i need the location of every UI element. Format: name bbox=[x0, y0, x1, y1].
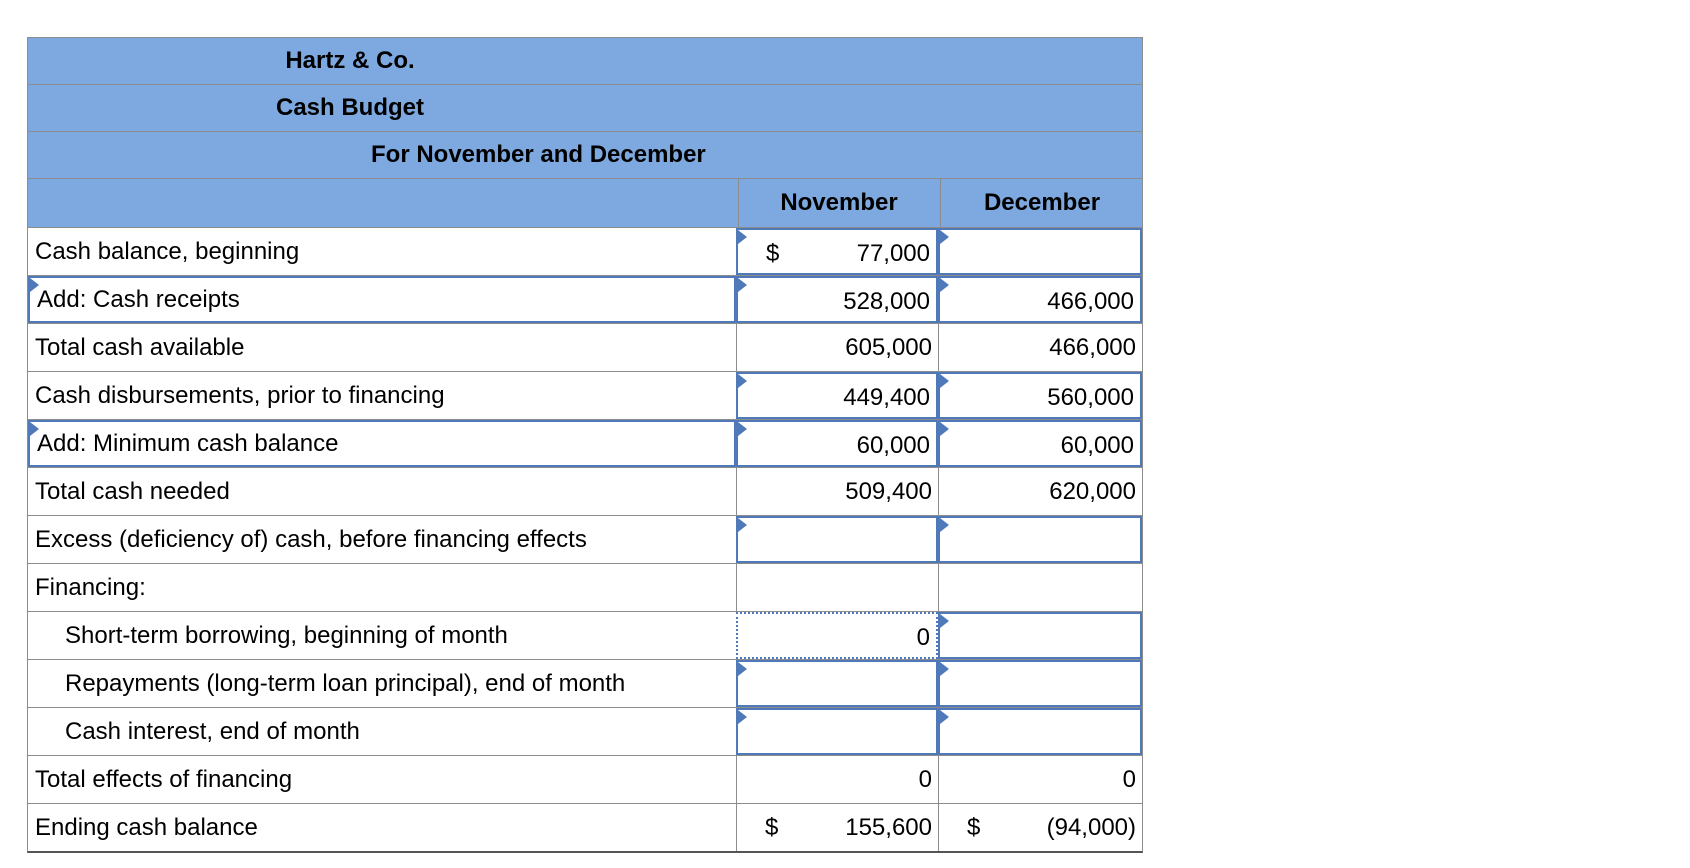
december-input[interactable] bbox=[938, 612, 1142, 659]
row-label: Total cash needed bbox=[35, 477, 230, 505]
currency-symbol: $ bbox=[765, 813, 779, 841]
company-name bbox=[27, 37, 1143, 84]
row-label: Add: Cash receipts bbox=[37, 285, 240, 313]
november-value: 155,600 bbox=[845, 813, 932, 841]
company-name-text: Hartz & Co. bbox=[285, 47, 415, 74]
december-value: 0 bbox=[1122, 765, 1136, 793]
december-cell bbox=[938, 564, 1142, 611]
november-value: 509,400 bbox=[845, 477, 932, 505]
input-marker-icon bbox=[940, 230, 949, 244]
row-repayments bbox=[27, 659, 1143, 707]
report-period-text: For November and December bbox=[371, 141, 706, 168]
input-marker-icon bbox=[738, 422, 747, 436]
december-value: 60,000 bbox=[1060, 431, 1134, 459]
currency-symbol: $ bbox=[967, 813, 981, 841]
november-input[interactable] bbox=[736, 420, 938, 467]
november-input[interactable] bbox=[736, 660, 938, 707]
december-input[interactable] bbox=[938, 372, 1142, 419]
row-total-cash-available bbox=[27, 323, 1143, 371]
row-label: Cash disbursements, prior to financing bbox=[35, 381, 445, 409]
row-label-select[interactable] bbox=[28, 276, 736, 323]
december-value: 620,000 bbox=[1049, 477, 1136, 505]
row-total-effects-financing bbox=[27, 755, 1143, 803]
november-value: 0 bbox=[918, 765, 932, 793]
november-cell bbox=[736, 324, 938, 371]
input-marker-icon bbox=[738, 230, 747, 244]
input-marker-icon bbox=[940, 662, 949, 676]
november-input[interactable] bbox=[736, 372, 938, 419]
row-ending-cash-balance bbox=[27, 803, 1143, 853]
november-input[interactable] bbox=[736, 228, 938, 275]
report-title-text: Cash Budget bbox=[275, 94, 424, 121]
november-value: 77,000 bbox=[856, 239, 930, 267]
row-label: Cash interest, end of month bbox=[65, 717, 360, 745]
row-minimum-cash-balance bbox=[27, 419, 1143, 467]
november-value: 605,000 bbox=[845, 333, 932, 361]
december-value: (94,000) bbox=[1046, 813, 1136, 841]
row-cash-disbursements bbox=[27, 371, 1143, 419]
november-input[interactable] bbox=[736, 708, 938, 755]
row-label: Cash balance, beginning bbox=[35, 237, 300, 265]
input-marker-icon bbox=[940, 422, 949, 436]
input-marker-icon bbox=[738, 710, 747, 724]
december-value: 466,000 bbox=[1047, 287, 1134, 315]
report-title bbox=[27, 84, 1143, 131]
december-input[interactable] bbox=[938, 228, 1142, 275]
row-label: Short-term borrowing, beginning of month bbox=[65, 621, 508, 649]
row-cash-receipts bbox=[27, 275, 1143, 323]
input-marker-icon bbox=[738, 662, 747, 676]
row-excess-deficiency bbox=[27, 515, 1143, 563]
november-value: 528,000 bbox=[843, 287, 930, 315]
row-total-cash-needed bbox=[27, 467, 1143, 515]
input-marker-icon bbox=[940, 614, 949, 628]
column-header-december: December bbox=[940, 179, 1143, 227]
input-marker-icon bbox=[940, 374, 949, 388]
input-marker-icon bbox=[940, 518, 949, 532]
november-input[interactable] bbox=[736, 516, 938, 563]
november-cell bbox=[736, 468, 938, 515]
row-short-term-borrowing bbox=[27, 611, 1143, 659]
december-input[interactable] bbox=[938, 660, 1142, 707]
row-label: Add: Minimum cash balance bbox=[37, 429, 339, 457]
row-label: Ending cash balance bbox=[35, 813, 258, 841]
row-label: Total effects of financing bbox=[35, 765, 293, 793]
input-marker-icon bbox=[940, 278, 949, 292]
november-value: 449,400 bbox=[843, 383, 930, 411]
input-marker-icon bbox=[738, 518, 747, 532]
column-header-row bbox=[27, 178, 1143, 227]
row-label: Repayments (long-term loan principal), end of month bbox=[65, 669, 626, 697]
november-cell bbox=[736, 756, 938, 803]
november-value: 60,000 bbox=[856, 431, 930, 459]
november-input[interactable] bbox=[736, 276, 938, 323]
december-cell bbox=[938, 324, 1142, 371]
input-marker-icon bbox=[30, 278, 39, 292]
december-input[interactable] bbox=[938, 276, 1142, 323]
november-cell bbox=[736, 804, 938, 851]
row-financing-heading bbox=[27, 563, 1143, 611]
december-value: 466,000 bbox=[1049, 333, 1136, 361]
input-marker-icon bbox=[738, 278, 747, 292]
row-cash-balance-beginning bbox=[27, 227, 1143, 275]
row-label: Excess (deficiency of) cash, before financing effects bbox=[35, 525, 587, 553]
currency-symbol: $ bbox=[766, 239, 780, 267]
december-input[interactable] bbox=[938, 708, 1142, 755]
row-label: Total cash available bbox=[35, 333, 245, 361]
november-input[interactable] bbox=[736, 612, 938, 659]
december-cell bbox=[938, 804, 1142, 851]
report-period bbox=[27, 131, 1143, 178]
december-cell bbox=[938, 468, 1142, 515]
column-header-november: November bbox=[738, 179, 939, 227]
row-label: Financing: bbox=[35, 573, 146, 601]
input-marker-icon bbox=[30, 422, 39, 436]
input-marker-icon bbox=[940, 710, 949, 724]
row-label-select[interactable] bbox=[28, 420, 736, 467]
december-value: 560,000 bbox=[1047, 383, 1134, 411]
december-cell bbox=[938, 756, 1142, 803]
november-cell bbox=[736, 564, 938, 611]
december-input[interactable] bbox=[938, 420, 1142, 467]
december-input[interactable] bbox=[938, 516, 1142, 563]
row-cash-interest bbox=[27, 707, 1143, 755]
input-marker-icon bbox=[738, 374, 747, 388]
november-value: 0 bbox=[916, 623, 930, 651]
cash-budget-table bbox=[27, 37, 1143, 853]
